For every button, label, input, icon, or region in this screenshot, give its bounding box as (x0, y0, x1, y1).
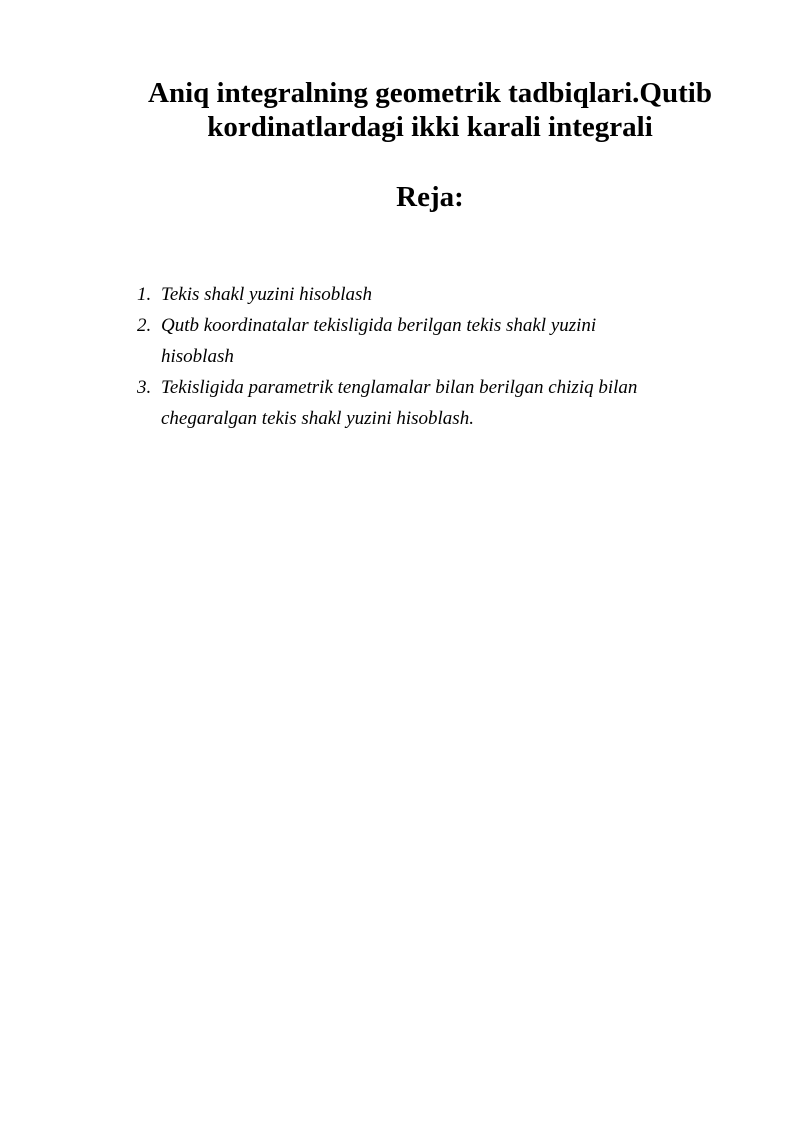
plan-item-text: Qutb koordinatalar tekisligida berilgan tekis shakl yuzini (161, 315, 597, 336)
title-line-2: kordinatlardagi ikki karali integrali (207, 111, 653, 143)
plan-item-1 (137, 279, 737, 310)
plan-item-text: Tekis shakl yuzini hisoblash (161, 284, 372, 305)
document-title (100, 76, 760, 144)
title-line-1: Aniq integralning geometrik tadbiqlari.Qutib (148, 77, 712, 109)
plan-item-2 (137, 310, 737, 372)
plan-list (137, 279, 737, 434)
plan-item-number: 3. (137, 377, 152, 398)
plan-item-number: 1. (137, 284, 152, 305)
plan-item-3 (137, 372, 737, 434)
plan-item-number: 2. (137, 315, 152, 336)
plan-heading: Reja: (396, 181, 464, 213)
plan-item-text-continued: chegaralgan tekis shakl yuzini hisoblash. (161, 408, 474, 429)
plan-item-text-continued: hisoblash (161, 346, 234, 367)
plan-item-text: Tekisligida parametrik tenglamalar bilan berilgan chiziq bilan (161, 377, 638, 398)
